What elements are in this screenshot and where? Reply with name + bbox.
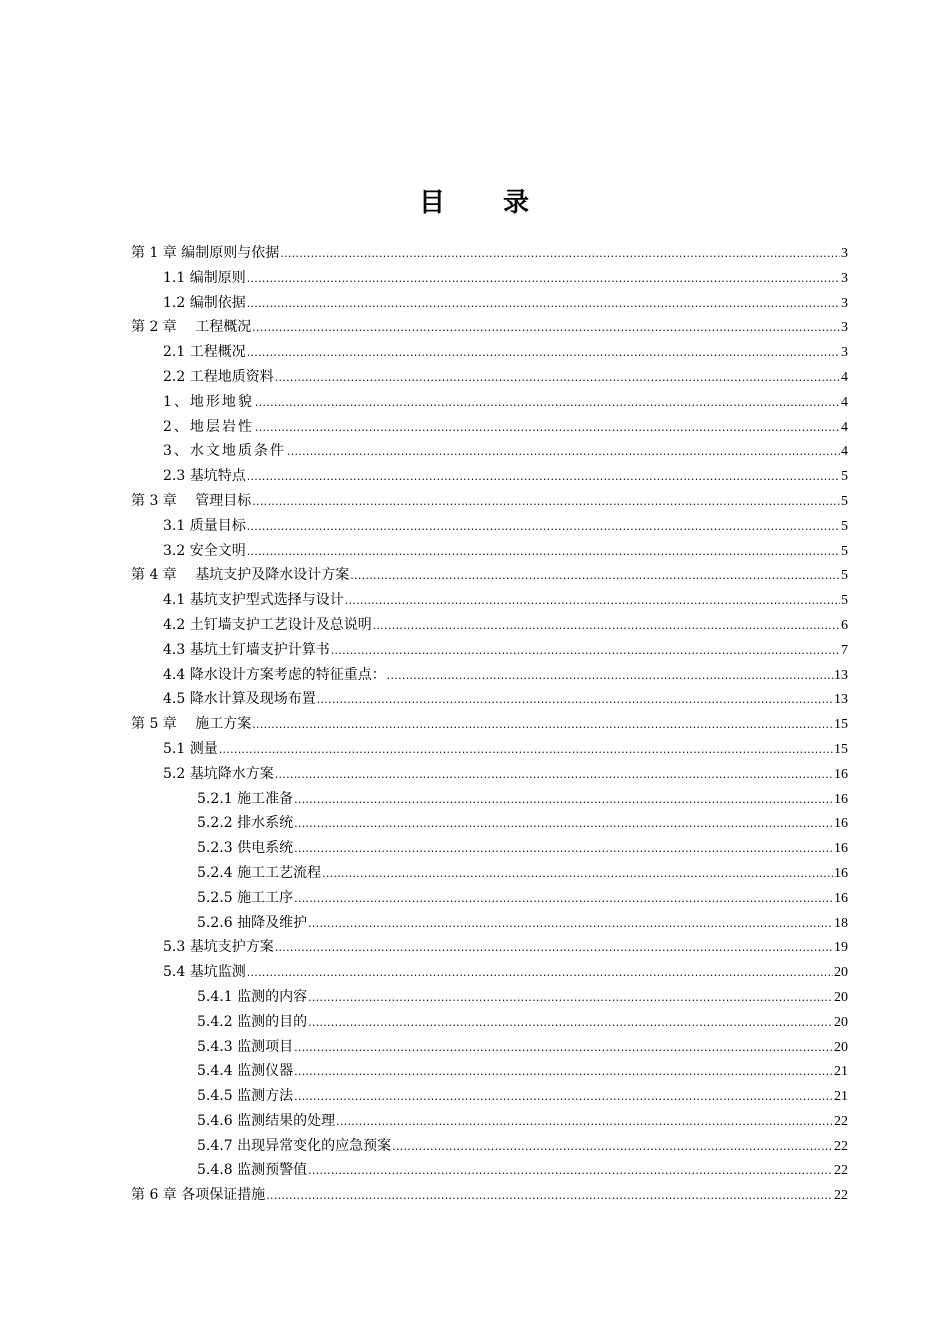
toc-page-number: 13	[834, 692, 848, 708]
toc-entry[interactable]	[131, 365, 848, 390]
toc-entry[interactable]	[131, 638, 848, 663]
toc-entry-text: 5.2.4 施工工艺流程	[197, 864, 322, 881]
toc-entry-text: 4.3 基坑土钉墙支护计算书	[163, 641, 330, 658]
toc-dot-leader	[345, 588, 840, 614]
toc-entry-text: 1、地形地貌	[163, 393, 254, 410]
toc-page-number: 16	[834, 766, 848, 782]
toc-title: 目 录	[418, 188, 531, 218]
toc-entry-text: 第 2 章 工程概况	[131, 319, 252, 336]
toc-page-number: 16	[834, 865, 848, 881]
toc-entry[interactable]	[131, 340, 848, 365]
toc-dot-leader	[294, 1084, 833, 1110]
toc-entry[interactable]	[131, 315, 848, 340]
toc-dot-leader	[294, 1059, 833, 1085]
toc-page-number: 4	[841, 419, 848, 435]
toc-dot-leader	[308, 1158, 833, 1184]
toc-entry[interactable]	[131, 836, 848, 861]
toc-entry[interactable]	[131, 985, 848, 1010]
toc-entry[interactable]	[131, 415, 848, 440]
toc-dot-leader	[322, 861, 833, 887]
toc-entry-text: 2、地层岩性	[163, 418, 254, 435]
toc-dot-leader	[255, 390, 840, 416]
toc-page-number: 7	[841, 642, 848, 658]
toc-entry-text: 第 1 章 编制原则与依据	[131, 245, 280, 261]
toc-entry-text: 5.2.1 施工准备	[197, 790, 294, 807]
toc-page-number: 3	[841, 246, 848, 261]
toc-dot-leader	[252, 712, 833, 738]
toc-page-number: 13	[834, 667, 848, 683]
toc-entry[interactable]	[131, 811, 848, 836]
toc-page-number: 5	[841, 543, 848, 559]
toc-entry-text: 5.4.2 监测的目的	[197, 1013, 308, 1030]
toc-dot-leader	[280, 241, 840, 267]
toc-entry[interactable]	[131, 1035, 848, 1060]
toc-entry-text: 5.4.5 监测方法	[197, 1088, 294, 1105]
toc-entry-text: 5.4.3 监测项目	[197, 1038, 294, 1055]
toc-dot-leader	[392, 1134, 833, 1160]
toc-entry-text: 5.4.6 监测结果的处理	[197, 1112, 336, 1129]
toc-page-number: 22	[834, 1163, 848, 1179]
toc-page-number: 20	[834, 989, 848, 1005]
toc-entry-text: 4.4 降水设计方案考虑的特征重点：	[163, 666, 386, 683]
toc-entry-text: 3.2 安全文明	[163, 542, 246, 559]
toc-list	[131, 241, 848, 1208]
toc-entry-text: 1.2 编制依据	[163, 294, 246, 311]
toc-dot-leader	[219, 737, 833, 763]
toc-entry-text: 5.2.6 抽降及维护	[197, 914, 308, 931]
toc-dot-leader	[308, 985, 833, 1011]
toc-entry[interactable]	[131, 241, 848, 266]
toc-entry[interactable]	[131, 886, 848, 911]
toc-entry-text: 4.2 土钉墙支护工艺设计及总说明	[163, 616, 372, 633]
toc-entry-text: 5.1 测量	[163, 740, 218, 757]
toc-dot-leader	[331, 638, 840, 664]
toc-page-number: 22	[834, 1113, 848, 1129]
toc-page-number: 16	[834, 890, 848, 906]
toc-page-number: 16	[834, 841, 848, 857]
toc-entry[interactable]	[131, 1059, 848, 1084]
toc-entry-text: 5.4.8 监测预警值	[197, 1162, 308, 1179]
toc-entry[interactable]	[131, 1183, 848, 1208]
toc-entry[interactable]	[131, 588, 848, 613]
toc-dot-leader	[287, 439, 840, 465]
toc-dot-leader	[247, 464, 840, 490]
toc-entry[interactable]	[131, 861, 848, 886]
toc-entry-text: 第 5 章 施工方案	[131, 716, 252, 733]
toc-entry-text: 5.4.1 监测的内容	[197, 988, 308, 1005]
toc-page-number: 21	[834, 1089, 848, 1105]
toc-entry[interactable]	[131, 563, 848, 588]
toc-page-number: 5	[841, 493, 848, 509]
toc-dot-leader	[387, 663, 833, 689]
toc-dot-leader	[294, 787, 833, 813]
toc-entry[interactable]	[131, 1109, 848, 1134]
toc-entry[interactable]	[131, 464, 848, 489]
toc-dot-leader	[294, 1035, 833, 1061]
toc-entry-text: 5.4.4 监测仪器	[197, 1063, 294, 1080]
toc-page-number: 16	[834, 791, 848, 807]
toc-dot-leader	[252, 489, 840, 515]
toc-entry-text: 第 6 章 各项保证措施	[131, 1187, 266, 1204]
toc-entry-text: 2.3 基坑特点	[163, 468, 246, 485]
toc-entry-text: 第 4 章 基坑支护及降水设计方案	[131, 567, 350, 584]
toc-dot-leader	[350, 563, 840, 589]
toc-entry-text: 5.3 基坑支护方案	[163, 939, 274, 956]
toc-entry-text: 5.4 基坑监测	[163, 964, 246, 981]
toc-page-number: 3	[841, 295, 848, 311]
toc-entry-text: 3.1 质量目标	[163, 517, 246, 534]
toc-entry[interactable]	[131, 1084, 848, 1109]
toc-dot-leader	[255, 415, 840, 441]
toc-page-number: 4	[841, 369, 848, 385]
toc-entry-text: 5.4.7 出现异常变化的应急预案	[197, 1137, 392, 1154]
toc-page-number: 15	[834, 741, 848, 757]
toc-dot-leader	[308, 1010, 833, 1036]
toc-entry[interactable]	[131, 935, 848, 960]
toc-dot-leader	[247, 514, 840, 540]
toc-dot-leader	[275, 762, 833, 788]
toc-page-number: 16	[834, 816, 848, 832]
toc-page-number: 5	[841, 518, 848, 534]
toc-entry[interactable]	[131, 911, 848, 936]
toc-page-number: 5	[841, 593, 848, 609]
toc-dot-leader	[266, 1183, 833, 1209]
toc-page-number: 3	[841, 320, 848, 336]
toc-dot-leader	[247, 539, 840, 565]
toc-page-number: 4	[841, 444, 848, 460]
toc-entry-text: 3、水文地质条件	[163, 443, 286, 460]
toc-entry[interactable]	[131, 787, 848, 812]
toc-entry[interactable]	[131, 390, 848, 415]
toc-entry-text: 4.5 降水计算及现场布置	[163, 691, 316, 708]
toc-page-number: 18	[834, 915, 848, 931]
toc-entry[interactable]	[131, 613, 848, 638]
toc-entry-text: 1.1 编制原则	[163, 269, 246, 286]
toc-page-number: 4	[841, 394, 848, 410]
toc-page-number: 5	[841, 568, 848, 584]
toc-entry[interactable]	[131, 439, 848, 464]
toc-page-number: 21	[834, 1064, 848, 1080]
toc-page-number: 20	[834, 1039, 848, 1055]
toc-dot-leader	[317, 687, 833, 713]
toc-entry[interactable]	[131, 712, 848, 737]
toc-page-number: 20	[834, 1014, 848, 1030]
toc-entry[interactable]	[131, 687, 848, 712]
toc-dot-leader	[247, 266, 840, 292]
toc-page-number: 15	[834, 717, 848, 733]
toc-dot-leader	[308, 911, 833, 937]
toc-dot-leader	[373, 613, 840, 639]
toc-entry-text: 4.1 基坑支护型式选择与设计	[163, 592, 344, 609]
toc-page-number: 20	[834, 965, 848, 981]
toc-dot-leader	[294, 836, 833, 862]
toc-page-number: 19	[834, 940, 848, 956]
toc-entry-text: 2.1 工程概况	[163, 344, 246, 361]
toc-dot-leader	[336, 1109, 833, 1135]
toc-page-number: 6	[841, 617, 848, 633]
toc-entry[interactable]	[131, 1158, 848, 1183]
toc-dot-leader	[252, 315, 840, 341]
toc-entry[interactable]	[131, 1010, 848, 1035]
toc-dot-leader	[275, 935, 833, 961]
toc-entry[interactable]	[131, 539, 848, 564]
toc-entry[interactable]	[131, 1134, 848, 1159]
toc-entry[interactable]	[131, 960, 848, 985]
toc-dot-leader	[247, 291, 840, 317]
toc-entry[interactable]	[131, 663, 848, 688]
toc-dot-leader	[247, 960, 833, 986]
toc-entry[interactable]	[131, 762, 848, 787]
toc-page-number: 3	[841, 345, 848, 361]
toc-entry-text: 5.2.3 供电系统	[197, 840, 294, 857]
toc-entry[interactable]	[131, 514, 848, 539]
toc-page-number: 22	[834, 1188, 848, 1204]
toc-entry[interactable]	[131, 737, 848, 762]
toc-page-number: 5	[841, 469, 848, 485]
toc-entry[interactable]	[131, 266, 848, 291]
toc-dot-leader	[247, 340, 840, 366]
toc-entry[interactable]	[131, 291, 848, 316]
toc-dot-leader	[275, 365, 840, 391]
toc-entry-text: 2.2 工程地质资料	[163, 368, 274, 385]
toc-dot-leader	[294, 886, 833, 912]
toc-entry-text: 5.2 基坑降水方案	[163, 765, 274, 782]
toc-page-number: 3	[841, 270, 848, 286]
toc-entry-text: 第 3 章 管理目标	[131, 492, 252, 509]
toc-dot-leader	[294, 811, 833, 837]
toc-entry[interactable]	[131, 489, 848, 514]
toc-entry-text: 5.2.5 施工工序	[197, 889, 294, 906]
toc-page-number: 22	[834, 1138, 848, 1154]
toc-entry-text: 5.2.2 排水系统	[197, 815, 294, 832]
